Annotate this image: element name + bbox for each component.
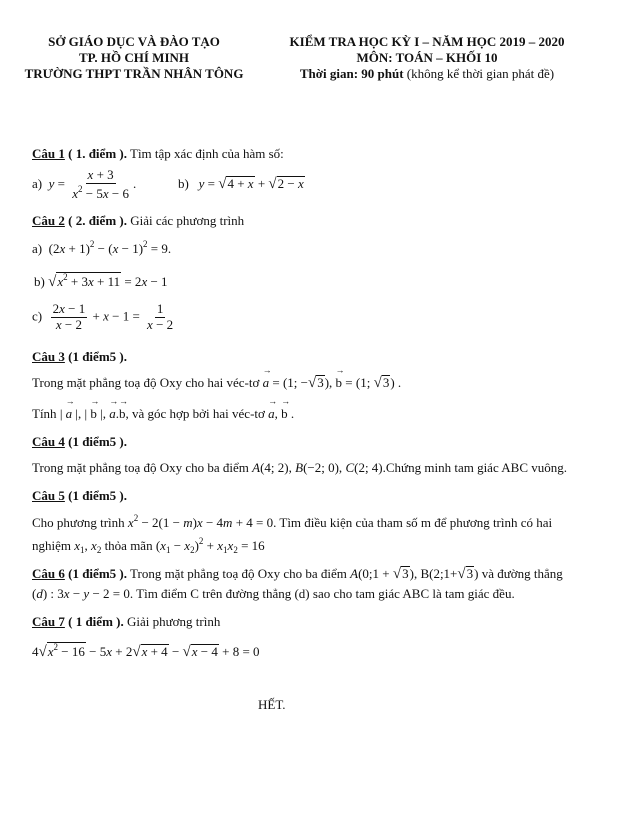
q3-line2: Tính | → a |, | → b |, → a.→ b, và góc hợp bởi hai véc-tơ → a, → b . [32,406,294,422]
q2-part-c: c) $\frac{2x - 1}{x - 2}$ + x − 1 = $\frac{1}{x - 2}$ [32,301,174,332]
end-marker: HẾT. [258,697,286,712]
q4-heading: Câu 4 (1 điểm5 ). [32,434,127,449]
q4-line1: Trong mặt phẳng toạ độ Oxy cho ba điểm A(4; 2), B(−2; 0), C(2; 4).Chứng minh tam giác ABC vuông. [32,460,567,475]
exam-time: Thời gian: 90 phút (không kể thời gian phát đề) [299,66,555,81]
city-name: TP. HỒ CHÍ MINH [78,50,190,65]
school-name: TRƯỜNG THPT TRẦN NHÂN TÔNG [24,66,244,81]
q5-line2: nghiệm $x_1$, $x_2$ thỏa mãn $(x_1 - x_2)^2 + x_1x_2 = 16$ [32,536,265,555]
q5-heading: Câu 5 (1 điểm5 ). [32,488,127,503]
q5-line1: Cho phương trình $x^2 - 2(1 - m)x - 4m + 4 = 0$. Tìm điều kiện của tham số m để phương trình có hai [32,513,553,530]
q2-part-a: a) $(2x + 1)^2 - (x - 1)^2 = 9$. [32,239,172,256]
q1-heading: Câu 1 ( 1. điểm ). Tìm tập xác định của hàm số: [32,146,284,161]
exam-title: KIỂM TRA HỌC KỲ I – NĂM HỌC 2019 – 2020 [289,34,565,49]
header-right [262,34,592,82]
q1-part-b: b) y = √4 + x + √2 − x [178,176,304,192]
q2-part-b: b) $√x^2 + 3x + 11 = 2x - 1$ [34,272,168,290]
q2-heading: Câu 2 ( 2. điểm ). Giải các phương trình [32,213,245,228]
exam-subject: MÔN: TOÁN – KHỐI 10 [356,50,498,65]
q6-line1: Câu 6 (1 điểm5 ). Trong mặt phẳng toạ độ Oxy cho ba điểm A(0;1 + √3), B(2;1+√3) và đường thẳng [32,566,563,582]
q3-line1: Trong mặt phẳng toạ độ Oxy cho hai véc-tơ → a = (1; −√3), → b = (1; √3) . [32,375,401,392]
q7-equation: $4√x^2 - 16 - 5x + 2√x + 4 - √x - 4 + 8 = 0$ [32,642,260,660]
q6-line2: (d) : 3x − y − 2 = 0. Tìm điểm C trên đường thẳng (d) sao cho tam giác ABC là tam giác đều. [32,586,515,601]
q1-part-a: a) y = $\frac{x + 3}{x^2 - 5x - 6}$ . [32,167,137,201]
q7-heading: Câu 7 ( 1 điểm ). Giải phương trình [32,614,221,629]
department-name: SỞ GIÁO DỤC VÀ ĐÀO TẠO [48,34,220,49]
q3-heading: Câu 3 (1 điểm5 ). [32,349,127,364]
header-left [14,34,254,82]
